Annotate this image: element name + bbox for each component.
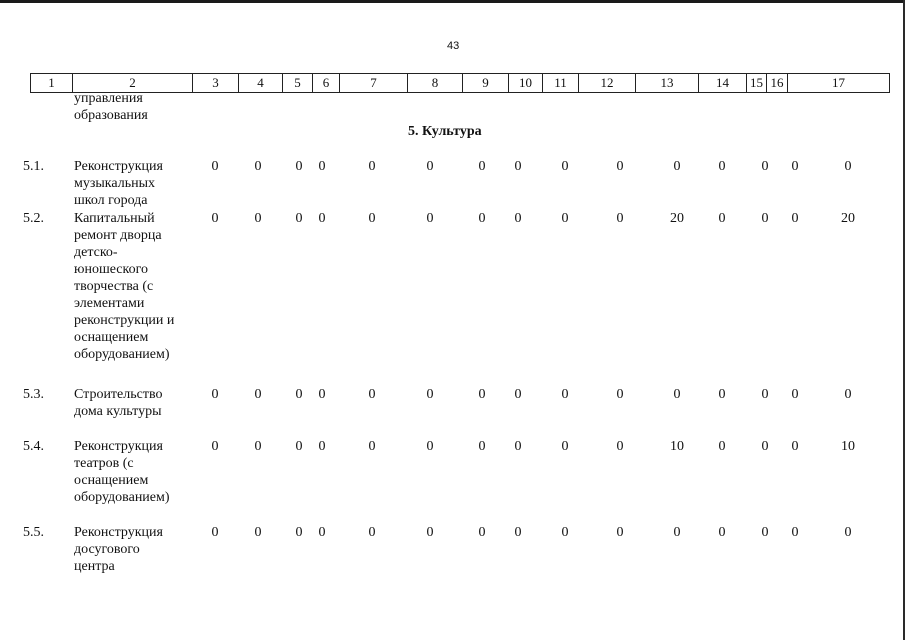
row-name [74, 210, 209, 363]
value-cell: 0 [791, 387, 799, 402]
row-name-line: оснащением [74, 330, 149, 345]
value-cell: 0 [561, 159, 569, 174]
row-name-line: Реконструкция [74, 439, 163, 454]
value-cell: 0 [718, 211, 726, 226]
value-cell: 0 [478, 159, 486, 174]
value-cell: 0 [211, 387, 219, 402]
header-cell: 1 [31, 74, 73, 92]
row-number: 5.1. [23, 159, 44, 174]
value-cell: 0 [254, 439, 262, 454]
value-cell: 0 [478, 211, 486, 226]
value-cell: 0 [844, 387, 852, 402]
value-cell: 0 [295, 525, 303, 540]
value-cell: 0 [673, 387, 681, 402]
row-name-line: Реконструкция [74, 525, 163, 540]
value-cell: 0 [561, 439, 569, 454]
value-cell: 20 [841, 211, 855, 226]
row-name-line: Строительство [74, 387, 163, 402]
row-name-line: дома культуры [74, 404, 162, 419]
value-cell: 0 [718, 439, 726, 454]
value-cell: 0 [616, 387, 624, 402]
value-cell: 0 [616, 211, 624, 226]
row-name-line: творчества (с [74, 279, 154, 294]
value-cell: 0 [761, 387, 769, 402]
value-cell: 0 [761, 159, 769, 174]
value-cell: 0 [426, 387, 434, 402]
value-cell: 20 [670, 211, 684, 226]
value-cell: 0 [761, 439, 769, 454]
value-cell: 0 [295, 387, 303, 402]
value-cell: 0 [254, 159, 262, 174]
value-cell: 0 [211, 439, 219, 454]
value-cell: 0 [426, 439, 434, 454]
header-cell: 15 [747, 74, 767, 92]
header-cell: 12 [579, 74, 636, 92]
section-title: 5. Культура [408, 124, 482, 139]
header-cell: 14 [699, 74, 747, 92]
row-name-line: школ города [74, 193, 148, 208]
value-cell: 0 [478, 387, 486, 402]
value-cell: 0 [318, 211, 326, 226]
row-name-line: театров (с [74, 456, 134, 471]
value-cell: 0 [426, 525, 434, 540]
value-cell: 0 [368, 159, 376, 174]
row-name-line: оборудованием) [74, 490, 170, 505]
value-cell: 0 [514, 387, 522, 402]
value-cell: 0 [426, 211, 434, 226]
value-cell: 0 [295, 211, 303, 226]
value-cell: 10 [670, 439, 684, 454]
value-cell: 0 [318, 387, 326, 402]
value-cell: 0 [514, 211, 522, 226]
value-cell: 0 [561, 387, 569, 402]
value-cell: 0 [561, 525, 569, 540]
row-name-line: музыкальных [74, 176, 155, 191]
header-cell: 3 [193, 74, 239, 92]
value-cell: 0 [478, 525, 486, 540]
value-cell: 0 [254, 387, 262, 402]
continuation-line: образования [74, 108, 148, 123]
value-cell: 0 [211, 211, 219, 226]
row-name [74, 386, 209, 420]
value-cell: 0 [718, 525, 726, 540]
header-cell: 11 [543, 74, 579, 92]
value-cell: 0 [514, 525, 522, 540]
row-name-line: Капитальный [74, 211, 155, 226]
row-name-line: элементами [74, 296, 145, 311]
value-cell: 0 [718, 387, 726, 402]
value-cell: 0 [761, 211, 769, 226]
value-cell: 0 [254, 211, 262, 226]
header-cell: 8 [408, 74, 463, 92]
row-name-line: центра [74, 559, 115, 574]
header-cell: 2 [73, 74, 193, 92]
value-cell: 0 [791, 439, 799, 454]
header-cell: 13 [636, 74, 699, 92]
header-cell: 7 [340, 74, 408, 92]
header-cell: 16 [767, 74, 788, 92]
value-cell: 0 [791, 159, 799, 174]
row-name-line: реконструкции и [74, 313, 175, 328]
value-cell: 10 [841, 439, 855, 454]
value-cell: 0 [254, 525, 262, 540]
row-name-line: оборудованием) [74, 347, 170, 362]
row-number: 5.3. [23, 387, 44, 402]
row-name-line: досугового [74, 542, 140, 557]
header-cell: 5 [283, 74, 313, 92]
row-name [74, 438, 209, 506]
value-cell: 0 [318, 159, 326, 174]
scan-edge-top [0, 0, 905, 3]
row-number: 5.5. [23, 525, 44, 540]
page-number: 43 [447, 40, 460, 52]
header-cell: 10 [509, 74, 543, 92]
value-cell: 0 [761, 525, 769, 540]
value-cell: 0 [426, 159, 434, 174]
header-cell: 17 [832, 75, 845, 90]
row-name-line: ремонт дворца [74, 228, 162, 243]
continuation-line: управления [74, 91, 143, 106]
value-cell: 0 [514, 439, 522, 454]
value-cell: 0 [844, 159, 852, 174]
value-cell: 0 [211, 159, 219, 174]
row-name-line: Реконструкция [74, 159, 163, 174]
value-cell: 0 [616, 525, 624, 540]
value-cell: 0 [673, 525, 681, 540]
value-cell: 0 [514, 159, 522, 174]
value-cell: 0 [616, 159, 624, 174]
value-cell: 0 [561, 211, 569, 226]
value-cell: 0 [318, 439, 326, 454]
value-cell: 0 [791, 211, 799, 226]
value-cell: 0 [295, 159, 303, 174]
value-cell: 0 [844, 525, 852, 540]
header-cell: 4 [239, 74, 283, 92]
value-cell: 0 [368, 439, 376, 454]
value-cell: 0 [478, 439, 486, 454]
value-cell: 0 [211, 525, 219, 540]
value-cell: 0 [368, 211, 376, 226]
header-cell: 6 [313, 74, 340, 92]
value-cell: 0 [295, 439, 303, 454]
row-name-line: юношеского [74, 262, 148, 277]
value-cell: 0 [673, 159, 681, 174]
value-cell: 0 [318, 525, 326, 540]
row-number: 5.4. [23, 439, 44, 454]
header-cell: 9 [463, 74, 509, 92]
row-name [74, 524, 209, 575]
row-name-line: детско- [74, 245, 118, 260]
value-cell: 0 [718, 159, 726, 174]
row-name [74, 158, 209, 209]
value-cell: 0 [616, 439, 624, 454]
continuation-text [74, 90, 209, 124]
row-number: 5.2. [23, 211, 44, 226]
row-name-line: оснащением [74, 473, 149, 488]
value-cell: 0 [791, 525, 799, 540]
value-cell: 0 [368, 387, 376, 402]
value-cell: 0 [368, 525, 376, 540]
